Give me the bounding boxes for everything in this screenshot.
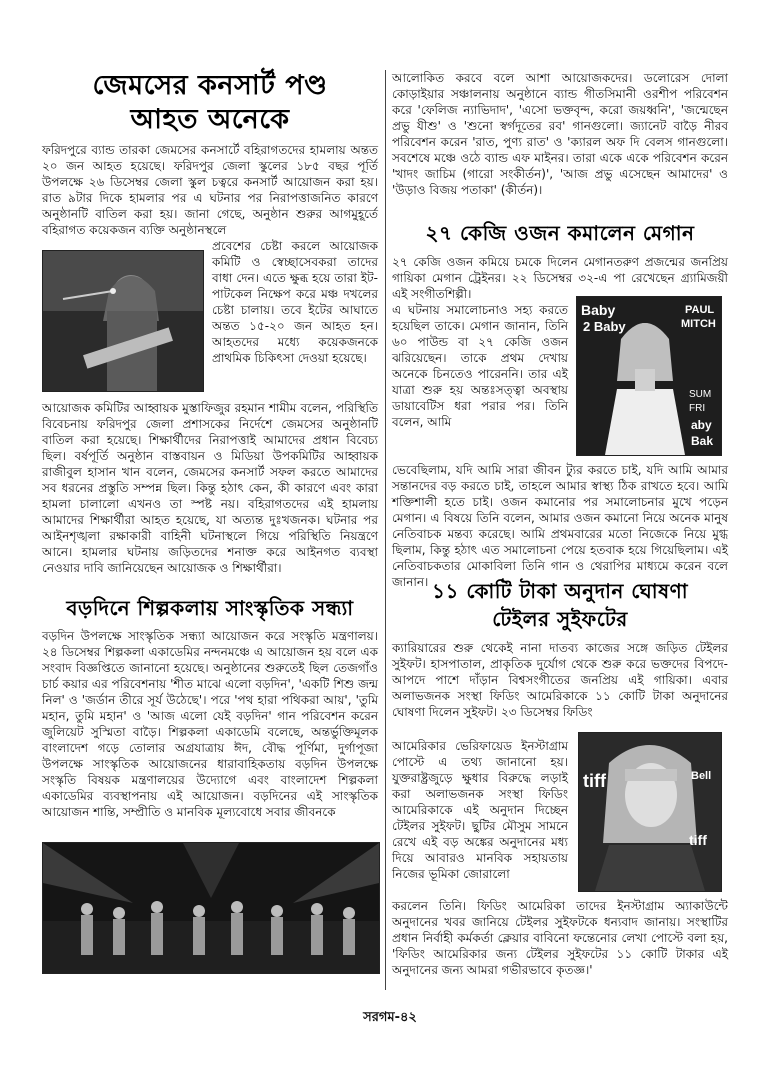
megan-photo-text-5: SUM (689, 389, 712, 400)
megan-photo-text-1: Baby (581, 302, 616, 318)
christmas-continued-body: আলোকিত করবে বলে আশা আয়োজকদের। ডলোরেস দোলা কোড়াইয়ার সঞ্চালনায় অনুষ্ঠানে ব্যান্ড গীতসিমানী ওরশীপ পরিবেশন করে 'ফেলিজ ন্যাভিদাদ', 'এসো ভক্তবৃন্দ, করো জয়ধ্বনি', 'জন্মেছেন প্রভু যীশু' ও 'শুনো স্বর্গদূতের রব' গানগুলো। জ্যানেট বাড়ৈ নীরব পরিবেশন করেন 'রাত, পুণ্য রাত' ও 'ক্যারল অফ দি বেলস গানগুলো। সবশেষে মঞ্চে ওঠে ব্যান্ড এফ মাইনর। তারা একে একে পরিবেশন করেন 'খাদং জাচিম (গারো সংকীর্তন)', 'আজ প্রভু এসেছেন আমাদের' ও 'উড়াও বিজয় পতাকা' (কীর্তন)। (392, 71, 728, 197)
taylor-paragraph-2: আমেরিকার ভেরিফায়েড ইনস্টাগ্রাম পোস্টে এ তথ্য জানানো হয়। যুক্তরাষ্ট্রজুড়ে ক্ষুধার বিরুদ্ধে লড়াই করা অলাভজনক সংস্থা ফিডিং আমেরিকাকে এই অনুদান দিচ্ছেন টেইলর সুইফট। ছুটির মৌসুম সামনে রেখে এই বড় অঙ্কের অনুদানের মধ্য দিয়ে আবারও মানবিক সহায়তায় নিজের ভূমিকা জোরালো (392, 739, 568, 881)
taylor-headline-line2: টেইলর সুইফটের (492, 607, 628, 631)
christmas-stage-photo (42, 842, 380, 974)
megan-photo-text-3: PAUL (685, 304, 715, 316)
megan-photo-text-2: 2 Baby (583, 319, 626, 334)
taylor-photo-text-1: tiff (583, 771, 606, 791)
taylor-paragraph-3: করলেন তিনি। ফিডিং আমেরিকা তাদের ইনস্টাগ্রাম অ্যাকাউন্টে অনুদানের খবর জানিয়ে টেইলর সুইফটকে ধন্যবাদ জানায়। সংস্থাটির প্রধান নির্বাহী কর্মকর্তা ক্লেয়ার বাবিনো ফন্তেনোর লেখা পোস্টে বলা হয়, 'ফিডিং আমেরিকার জন্য টেইলর সুইফটের ১১ কোটি টাকার এই অনুদানের জন্য আমরা গভীরভাবে কৃতজ্ঞ।' (392, 899, 728, 977)
james-paragraph-2: প্রবেশের চেষ্টা করলে আয়োজক কমিটি ও স্বেচ্ছাসেবকরা তাদের বাধা দেন। এতে ক্ষুব্ধ হয়ে তারা ইট-পাটকেল নিক্ষেপ করে মঞ্চ দখলের চেষ্টা চালায়। তবে ইটের আঘাতে অন্তত ১৫-২০ জন আহত হন। আহতদের মধ্যে কয়েকজনকে প্রাথমিক চিকিৎসা দেওয়া হয়েছে। (212, 239, 378, 365)
james-paragraph-3: আয়োজক কমিটির আহ্বায়ক মুস্তাফিজুর রহমান শামীম বলেন, পরিস্থিতি বিবেচনায় ফরিদপুর জেলা প্রশাসকের নির্দেশে জেমসের অনুষ্ঠানটি বাতিল করা হয়েছে। শিক্ষার্থীদের নিরাপত্তাই আমাদের প্রধান বিবেচ্য ছিল। বর্ষপূর্তি অনুষ্ঠান বাস্তবায়ন ও মিডিয়া উপকমিটির আহ্বায়ক রাজীবুল হাসান খান বলেন, জেমসের কনসার্ট সফল করতে আমাদের সব ধরনের প্রস্তুতি সম্পন্ন ছিল। কিন্তু হঠাৎ কেন, কী কারণে এবং কারা হামলা চালালো এখনও তা স্পষ্ট নয়। বহিরাগতদের এই হামলায় আমাদের শিক্ষার্থীরা আহত হয়েছে, যা অত্যন্ত দুঃখজনক। ঘটনার পর আইনশৃঙ্খলা রক্ষাকারী বাহিনী ঘটনাস্থলে গিয়ে পরিস্থিতি নিয়ন্ত্রণে আনে। হামলার ঘটনায় জড়িতদের শনাক্ত করে আইনগত ব্যবস্থা নেওয়ার দাবি জানিয়েছেন আয়োজক ও শিক্ষার্থীরা। (42, 401, 378, 575)
megan-photo-text-4: MITCH (681, 318, 716, 330)
james-headline-line1: জেমসের কনসার্ট পণ্ড (92, 70, 328, 101)
taylor-photo (578, 732, 722, 892)
christmas-body: বড়দিন উপলক্ষে সাংস্কৃতিক সন্ধ্যা আয়োজন করে সংস্কৃতি মন্ত্রণালয়। ২৪ ডিসেম্বর শিল্পকলা একাডেমির নন্দনমঞ্চে এ আয়োজন হয় বলে এক সংবাদ বিজ্ঞপ্তিতে জানানো হয়েছে। অনুষ্ঠানের শুরুতেই ছিল তেজগাঁও চার্চ কয়ার এর পরিবেশনায় 'শীত মাঝে এলো বড়দিন', 'একটি শিশু জন্ম নিল' ও 'জর্ডান তীরে সূর্য উঠেছে'। পরে 'পথ হারা পথিকরা আয়', 'তুমি মহান, তুমি মহান' ও 'আজ এলো যেই বড়দিন' গান পরিবেশন করেন জুলিয়েট সুস্মিতা বাড়ৈ। শিল্পকলা একাডেমি বলেছে, অন্তর্ভুক্তিমূলক বাংলাদেশ গড়ে তোলার অগ্রযাত্রায় ঈদ, বৌদ্ধ পূর্ণিমা, দুর্গাপূজা উপলক্ষে সাংস্কৃতিক আয়োজনের ধারাবাহিকতায় বড়দিন উপলক্ষে সংস্কৃতি বিষয়ক মন্ত্রণালয়ের উদ্যোগে এবং বাংলাদেশ শিল্পকলা একাডেমির ব্যবস্থাপনায় এই আয়োজন। বড়দিনের এই সাংস্কৃতিক আয়োজন শান্তি, সম্প্রীতি ও মানবিক মূল্যবোধে সবার জীবনকে (42, 629, 378, 819)
james-headline-line2: আহত অনেকে (130, 104, 290, 135)
james-concert-photo (42, 250, 204, 392)
megan-paragraph-2: এ ঘটনায় সমালোচনাও সহ্য করতে হয়েছিল তাকে। মেগান জানান, তিনি ৬০ পাউন্ড বা ২৭ কেজি ওজন ঝরিয়েছেন। তাকে প্রথম দেখায় অনেকে চিনতেও পারেননি। তার এই যাত্রা শুরু হয় অন্তঃসত্ত্বা অবস্থায় ডায়াবেটিস ধরা পরার পর। তিনি বলেন, আমি (392, 303, 568, 429)
column-divider (385, 70, 386, 990)
megan-photo-text-7: aby (691, 418, 712, 432)
james-paragraph-1: ফরিদপুরে ব্যান্ড তারকা জেমসের কনসার্টে বহিরাগতদের হামলায় অন্তত ২০ জন আহত হয়েছে। ফরিদপুর জেলা স্কুলের ১৮৫ বছর পূর্তি উপলক্ষে ২৬ ডিসেম্বর জেলা স্কুল চত্বরে কনসার্ট আয়োজন করা হয়। রাত ৯টার দিকে হামলার পর এ ঘটনার পর নিরাপত্তাজনিত কারণে অনুষ্ঠানটি বাতিল করা হয়। জানা গেছে, অনুষ্ঠান শুরুর আগমুহূর্তে বহিরাগত কয়েকজন ব্যক্তি অনুষ্ঠানস্থলে (42, 143, 378, 237)
megan-headline: ২৭ কেজি ওজন কমালেন মেগান (425, 221, 695, 245)
megan-photo (576, 296, 722, 456)
taylor-photo-text-2: Bell (691, 770, 712, 782)
megan-photo-text-8: Bak (691, 434, 714, 448)
taylor-headline-line1: ১১ কোটি টাকা অনুদান ঘোষণা (431, 579, 688, 603)
taylor-paragraph-1: ক্যারিয়ারের শুরু থেকেই নানা দাতব্য কাজের সঙ্গে জড়িত টেইলর সুইফট। হাসপাতাল, প্রাকৃতিক দুর্যোগ থেকে শুরু করে ভক্তদের বিপদে-আপদে পাশে দাঁড়ান বিশ্বসংগীতের জনপ্রিয় এই গায়িকা। এবার অলাভজনক সংস্থা ফিডিং আমেরিকাকে ১১ কোটি টাকা অনুদানের ঘোষণা দিলেন সুইফট। ২৩ ডিসেম্বর ফিডিং (392, 641, 728, 719)
christmas-headline: বড়দিনে শিল্পকলায় সাংস্কৃতিক সন্ধ্যা (66, 596, 354, 620)
megan-paragraph-3: ভেবেছিলাম, যদি আমি সারা জীবন ট্যুর করতে চাই, যদি আমি আমার সন্তানদের বড় করতে চাই, তাহলে আমার স্বাস্থ্য ঠিক রাখতে হবে। আমি শক্তিশালী হতে চাই। ওজন কমানোর পর সমালোচনার মুখে পড়েন মেগান। এ বিষয়ে তিনি বলেন, আমার ওজন কমানো নিয়ে অনেক মানুষ নেতিবাচক মন্তব্য করেছে। আমি প্রথমবারের মতো নিজেকে নিয়ে মুগ্ধ ছিলাম, কিন্তু হঠাৎ এত সমালোচনা পেয়ে হতবাক হয়ে গিয়েছিলাম। এই নেতিবাচকতার মোকাবিলা তিনি গান ও থেরাপির মাধ্যমে করেন বলে জানান। (392, 463, 728, 589)
page-number: সরগম-৪২ (363, 1010, 417, 1025)
taylor-photo-text-3: tiff (689, 832, 707, 848)
megan-photo-text-6: FRI (689, 403, 706, 414)
megan-paragraph-1: ২৭ কেজি ওজন কমিয়ে চমকে দিলেন মেগানতরুণ প্রজন্মের জনপ্রিয় গায়িকা মেগান ট্রেইনর। ২২ ডিসেম্বর ৩২-এ পা রেখেছেন গ্র্যামিজয়ী এই সংগীতশিল্পী। (392, 255, 728, 301)
